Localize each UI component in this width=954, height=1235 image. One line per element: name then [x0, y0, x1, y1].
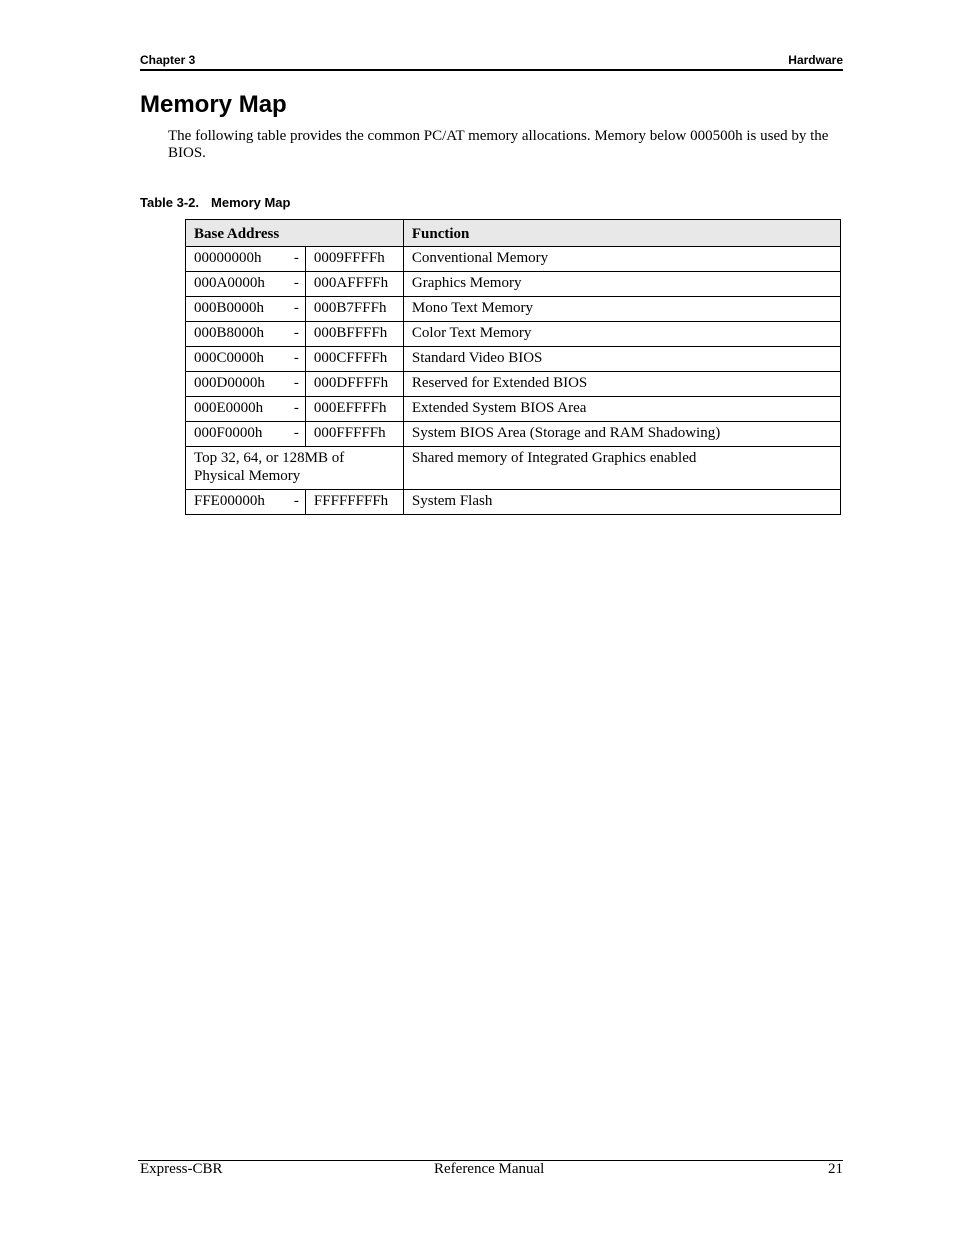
- start-address: 00000000h: [186, 247, 288, 272]
- table-row: [186, 322, 841, 347]
- range-separator: -: [287, 397, 305, 422]
- table-caption: [140, 195, 290, 210]
- end-address: 000FFFFFh: [305, 422, 403, 447]
- column-header-function: Function: [403, 220, 840, 247]
- function-cell: Conventional Memory: [403, 247, 840, 272]
- start-address: 000C0000h: [186, 347, 288, 372]
- base-address-description: Top 32, 64, or 128MB of Physical Memory: [186, 447, 404, 490]
- start-address: 000F0000h: [186, 422, 288, 447]
- function-cell: System BIOS Area (Storage and RAM Shadowing): [403, 422, 840, 447]
- start-address: 000A0000h: [186, 272, 288, 297]
- range-separator: -: [287, 272, 305, 297]
- end-address: 000EFFFFh: [305, 397, 403, 422]
- end-address: 0009FFFFh: [305, 247, 403, 272]
- function-cell: Graphics Memory: [403, 272, 840, 297]
- table-row: [186, 422, 841, 447]
- end-address: 000DFFFFh: [305, 372, 403, 397]
- start-address: FFE00000h: [186, 490, 288, 515]
- table-row: [186, 272, 841, 297]
- range-separator: -: [287, 372, 305, 397]
- table-header-row: [186, 220, 841, 247]
- end-address: 000B7FFFh: [305, 297, 403, 322]
- table-row: [186, 372, 841, 397]
- function-cell: Standard Video BIOS: [403, 347, 840, 372]
- header-section: Hardware: [788, 53, 843, 67]
- footer-document: Reference Manual: [434, 1161, 545, 1177]
- range-separator: -: [287, 347, 305, 372]
- table-row: [186, 347, 841, 372]
- intro-paragraph: The following table provides the common PC/AT memory allocations. Memory below 000500h is used by the BIOS.: [168, 128, 829, 161]
- table-row: [186, 247, 841, 272]
- footer-product: Express-CBR: [140, 1161, 223, 1177]
- start-address: 000E0000h: [186, 397, 288, 422]
- function-cell: Mono Text Memory: [403, 297, 840, 322]
- function-cell: Shared memory of Integrated Graphics enabled: [403, 447, 840, 490]
- function-cell: Color Text Memory: [403, 322, 840, 347]
- start-address: 000B0000h: [186, 297, 288, 322]
- range-separator: -: [287, 422, 305, 447]
- table-row: [186, 447, 841, 490]
- end-address: FFFFFFFFh: [305, 490, 403, 515]
- running-header: [140, 53, 843, 71]
- range-separator: -: [287, 322, 305, 347]
- table-row: [186, 297, 841, 322]
- function-cell: System Flash: [403, 490, 840, 515]
- function-cell: Extended System BIOS Area: [403, 397, 840, 422]
- function-cell: Reserved for Extended BIOS: [403, 372, 840, 397]
- running-footer: [138, 1160, 843, 1179]
- column-header-base-address: Base Address: [186, 220, 404, 247]
- end-address: 000AFFFFh: [305, 272, 403, 297]
- range-separator: -: [287, 490, 305, 515]
- header-chapter: Chapter 3: [140, 53, 196, 67]
- table-caption-number: Table 3-2.: [140, 195, 200, 210]
- page-number: 21: [828, 1161, 843, 1177]
- end-address: 000BFFFFh: [305, 322, 403, 347]
- table-row: [186, 397, 841, 422]
- range-separator: -: [287, 297, 305, 322]
- start-address: 000D0000h: [186, 372, 288, 397]
- memory-map-table: [185, 219, 841, 515]
- page-title: Memory Map: [140, 91, 287, 118]
- end-address: 000CFFFFh: [305, 347, 403, 372]
- start-address: 000B8000h: [186, 322, 288, 347]
- table-caption-title: Memory Map: [211, 195, 291, 210]
- range-separator: -: [287, 247, 305, 272]
- table-row: [186, 490, 841, 515]
